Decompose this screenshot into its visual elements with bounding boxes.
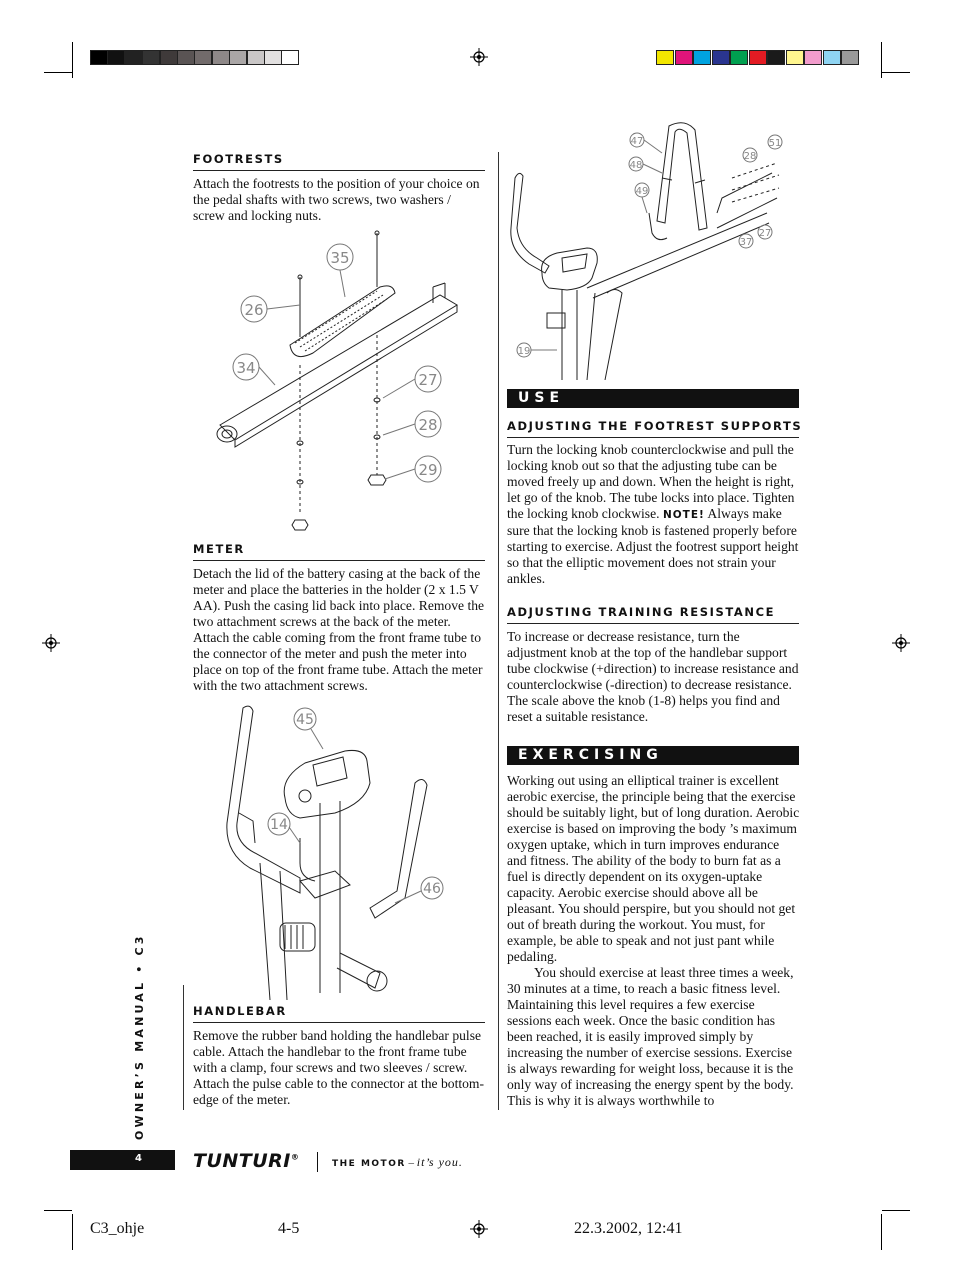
process-swatch bbox=[841, 50, 859, 65]
callout-label: 48 bbox=[629, 160, 643, 171]
grey-swatch bbox=[281, 50, 299, 65]
callout-label: 27 bbox=[418, 371, 438, 389]
footrest-supports-body bbox=[507, 442, 799, 587]
callout-label: 26 bbox=[244, 301, 264, 319]
grey-swatch bbox=[125, 50, 143, 65]
footrest-assembly-illustration bbox=[205, 225, 485, 535]
grey-swatch bbox=[160, 50, 178, 65]
grey-swatch bbox=[247, 50, 265, 65]
tagline-italic: it’s you. bbox=[416, 1155, 463, 1169]
grey-swatch bbox=[229, 50, 247, 65]
page-number: 4 bbox=[135, 1153, 142, 1164]
brand-name: TUNTURI bbox=[193, 1150, 291, 1172]
tagline-caps: THE MOTOR bbox=[332, 1159, 406, 1169]
process-swatch bbox=[786, 50, 804, 65]
tagline-dash: – bbox=[405, 1157, 417, 1169]
process-swatch bbox=[767, 50, 785, 65]
grey-swatch bbox=[107, 50, 125, 65]
footer-divider bbox=[317, 1152, 318, 1172]
meter-body: Detach the lid of the battery casing at the back of the meter and place the batteries in the holder (2 x 1.5 V AA). Push the casing lid back into place. Remove the two attachment screws at the back of the meter. Attach the cable coming from the front frame tube to the connector of the meter and push the meter into place on top of the front frame tube. Attach the meter with the two attachment screws. bbox=[193, 566, 485, 693]
process-swatch bbox=[656, 50, 674, 65]
callout-label: 28 bbox=[743, 151, 757, 162]
process-swatch bbox=[730, 50, 748, 65]
note-label: NOTE! bbox=[662, 509, 705, 521]
process-swatch bbox=[675, 50, 693, 65]
training-resistance-body: To increase or decrease resistance, turn the adjustment knob at the top of the handlebar support tube clockwise (+direction) to increase resistance and counterclockwise (-direction) to decrease resistance. The scale above the knob (1-8) helps you find and reset a suitable resistance. bbox=[507, 629, 799, 724]
grey-swatch bbox=[177, 50, 195, 65]
footrests-heading: FOOTRESTS bbox=[193, 152, 284, 166]
registration-mark-icon bbox=[42, 634, 60, 652]
registration-mark-icon bbox=[470, 1220, 488, 1238]
exercising-section-bar: EXERCISING bbox=[507, 746, 799, 765]
tunturi-logo bbox=[193, 1150, 299, 1172]
grey-swatch bbox=[212, 50, 230, 65]
callout-label: 29 bbox=[418, 461, 438, 479]
exercising-paragraph-1: Working out using an elliptical trainer is excellent aerobic exercise, the principle being that the exercise should be suitably light, but of long duration. Aerobic exercise is based on improving the body ’s maximum oxygen uptake, which in turn improves endurance and fitness. The ability of the body to burn fat as a fuel is directly dependent on its oxygen-uptake capacity. Aerobic exercise should above all be pleasant. You should perspire, but you should not get out of breath during the workout. You must, for example, be able to speak and not just pant while pedaling. bbox=[507, 773, 800, 964]
handlebar-rule bbox=[193, 1022, 485, 1023]
callout-label: 46 bbox=[423, 881, 441, 897]
training-resistance-rule bbox=[507, 623, 799, 624]
footrests-body: Attach the footrests to the position of your choice on the pedal shafts with two screws, two washers / screw and locking nuts. bbox=[193, 176, 480, 223]
callout-label: 28 bbox=[418, 416, 438, 434]
footrests-rule bbox=[193, 170, 485, 171]
registration-mark-icon bbox=[892, 634, 910, 652]
callout-label: 45 bbox=[296, 712, 314, 728]
callout-label: 19 bbox=[517, 346, 531, 357]
footer-tagline bbox=[332, 1155, 463, 1170]
use-section-bar: USE bbox=[507, 389, 799, 408]
footrest-supports-rule bbox=[507, 437, 799, 438]
footrest-supports-heading: ADJUSTING THE FOOTREST SUPPORTS bbox=[507, 419, 803, 433]
grey-swatch bbox=[90, 50, 108, 65]
footrest-supports-text: Turn the locking knob counterclockwise and pull the locking knob out so that the adjusting tube can be moved freely up and down. When the height is right, let go of the knob. The tube locks into place. Tighten the locking knob clockwise. bbox=[507, 442, 795, 521]
callout-label: 34 bbox=[236, 359, 256, 377]
callout-label: 47 bbox=[630, 136, 644, 147]
meter-heading: METER bbox=[193, 542, 245, 556]
callout-label: 27 bbox=[758, 228, 772, 239]
grey-swatch bbox=[194, 50, 212, 65]
grey-swatch bbox=[264, 50, 282, 65]
registration-mark-icon bbox=[470, 48, 488, 66]
callout-label: 49 bbox=[635, 186, 649, 197]
center-column-divider bbox=[498, 152, 499, 1110]
exercising-paragraph-2: You should exercise at least three times a week, 30 minutes at a time, to reach a basic fitness level. Maintaining this level requires a few exercise sessions each week. Once the basic condition has been reached, it is easily improved simply by increasing the number of exercise sessions. Exercise is always rewarding for weight loss, because it is the only way of increasing the energy spent by the body. This is why it is always worthwhile to bbox=[507, 965, 794, 1108]
meter-rule bbox=[193, 560, 485, 561]
callout-label: 51 bbox=[768, 138, 782, 149]
frame-assembly-illustration bbox=[507, 118, 797, 380]
handlebar-body: Remove the rubber band holding the handlebar pulse cable. Attach the handlebar to the front frame tube with a clamp, four screws and two sleeves / screw. Attach the pulse cable to the connector at the bottom-edge of the meter. bbox=[193, 1028, 485, 1107]
process-swatch bbox=[749, 50, 767, 65]
callout-label: 37 bbox=[739, 237, 753, 248]
owners-manual-sidebar: OWNER’S MANUAL • C3 bbox=[133, 933, 146, 1140]
meter-handlebar-illustration bbox=[225, 703, 485, 1000]
note-body: Always make sure that the locking knob is fastened properly before starting to exercise. Adjust the footrest support height so that the elliptic movement does not strain your ankles. bbox=[507, 506, 799, 586]
process-swatch bbox=[712, 50, 730, 65]
process-swatch bbox=[823, 50, 841, 65]
left-column-divider bbox=[183, 985, 184, 1110]
page-number-box bbox=[70, 1150, 175, 1170]
grey-swatch bbox=[142, 50, 160, 65]
registered-mark: ® bbox=[290, 1152, 300, 1162]
callout-label: 35 bbox=[330, 249, 350, 267]
handlebar-heading: HANDLEBAR bbox=[193, 1004, 287, 1018]
process-swatch bbox=[804, 50, 822, 65]
slug-pages: 4-5 bbox=[278, 1220, 300, 1237]
slug-filename: C3_ohje bbox=[90, 1220, 145, 1237]
slug-datetime: 22.3.2002, 12:41 bbox=[574, 1220, 683, 1237]
training-resistance-heading: ADJUSTING TRAINING RESISTANCE bbox=[507, 605, 776, 619]
process-swatch bbox=[693, 50, 711, 65]
callout-label: 14 bbox=[270, 817, 288, 833]
